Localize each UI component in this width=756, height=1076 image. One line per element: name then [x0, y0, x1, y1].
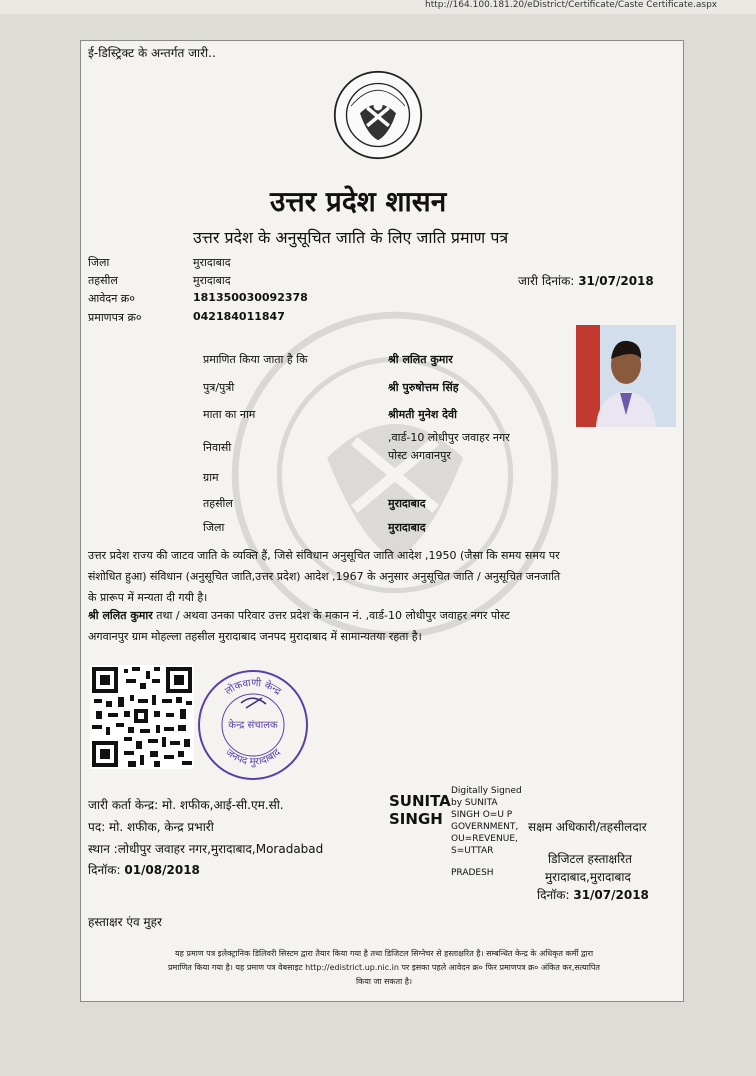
mother-name: श्रीमती मुनेश देवी — [388, 408, 457, 421]
digital-signer-last: SINGH — [389, 810, 443, 828]
person-name: श्री ललित कुमार — [388, 353, 453, 366]
issue-date-value: 31/07/2018 — [578, 274, 654, 288]
issue-date-label: जारी दिनांक: — [518, 274, 575, 288]
url-text: http://164.100.181.20/eDistrict/Certificate/Caste Certificate.aspx — [425, 0, 718, 10]
certificate-number: 042184011847 — [193, 310, 285, 323]
caste-paragraph-line-3: के प्रारूप में मन्यता दी गयी है। — [88, 591, 208, 604]
issue-date — [518, 272, 654, 289]
residence-paragraph — [88, 605, 678, 647]
application-number: 181350030092378 — [193, 291, 308, 304]
footer-line-2: प्रमाणित किया गया है। यह प्रमाण पत्र वेबसाइट http://edistrict.up.nic.in पर इसका पहले आवेदन क्र० फिर प्रमाणपत्र क्र० अंकित कर,सत्यापित — [168, 963, 600, 972]
footer-line-3: किया जा सकता है। — [355, 977, 413, 986]
dsig-line: OU=REVENUE, — [451, 834, 518, 844]
residence-paragraph-line-2: अगवानपुर ग्राम मोहल्ला तहसील मुरादाबाद जनपद मुरादाबाद में सामान्यतया रहता है। — [88, 630, 422, 643]
stamp-bottom-text: जनपद मुरादाबाद — [223, 747, 283, 768]
person-tehsil-value: मुरादाबाद — [388, 497, 426, 510]
village-label: ग्राम — [203, 471, 219, 484]
authority-date-label: दिनॉक: — [537, 888, 570, 902]
authority-title: सक्षम अधिकारी/तहसीलदार — [528, 820, 647, 834]
digital-signature-details — [451, 785, 522, 879]
district-label: जिला — [88, 256, 110, 269]
residence-person-name: श्री ललित कुमार — [88, 609, 153, 622]
tehsil-value: मुरादाबाद — [193, 274, 231, 287]
stamp-middle-text: केन्द्र संचालक — [228, 720, 278, 731]
svg-text:लोकवाणी केन्द्र — [223, 677, 283, 698]
certificate-subtitle: उत्तर प्रदेश के अनुसूचित जाति के लिए जाति प्रमाण पत्र — [193, 228, 509, 247]
page-title: उत्तर प्रदेश शासन — [270, 185, 447, 218]
dsig-line: SINGH O=U P — [451, 810, 513, 820]
issuer-date-value: 01/08/2018 — [124, 863, 200, 877]
svg-text:जनपद मुरादाबाद — [223, 747, 283, 768]
issuing-centre: जारी कर्ता केन्द्र: मो. शफीक,आई-सी.एम.सी. — [88, 798, 284, 812]
stamp-top-text: लोकवाणी केन्द्र — [223, 677, 283, 698]
caste-paragraph-line-2: संशोधित हुआ) संविधान (अनुसूचित जाति,उत्तर प्रदेश) आदेश ,1967 के अनुसार अनुसूचित जाति / अनुसूचित जनजाति — [88, 570, 561, 583]
issuer-place: स्थान :लोधीपुर जवाहर नगर,मुरादाबाद,Moradabad — [88, 842, 324, 856]
person-district-label: जिला — [203, 521, 225, 534]
residence-line-1-text: तथा / अथवा उनका परिवार उत्तर प्रदेश के मकान नं. ,वार्ड-10 लोधीपुर जवाहर नगर पोस्ट — [152, 609, 510, 622]
district-value: मुरादाबाद — [193, 256, 231, 269]
dsig-line: PRADESH — [451, 868, 494, 878]
mother-label: माता का नाम — [203, 408, 256, 421]
authority-date — [537, 886, 649, 903]
address-line-1: ,वार्ड-10 लोधीपुर जवाहर नगर — [388, 431, 510, 444]
dsig-line: by SUNITA — [451, 798, 498, 808]
person-tehsil-label: तहसील — [203, 497, 233, 510]
digital-signer-name — [389, 792, 451, 828]
certificate-label: प्रमाणपत्र क्र० — [88, 311, 142, 324]
application-label: आवेदन क्र० — [88, 292, 135, 305]
authority-date-value: 31/07/2018 — [573, 888, 649, 902]
footer-line-1: यह प्रमाण पत्र इलेक्ट्रानिक डिलिवरी सिस्टम द्वारा तैयार किया गया है तथा डिजिटल सिग्नेचर से हस्ताक्षरित है। सम्बन्धित केन्द्र के अधिकृत कर्मी द्वारा — [174, 949, 594, 958]
person-photo-icon — [576, 325, 676, 427]
person-district-value: मुरादाबाद — [388, 521, 426, 534]
caste-paragraph — [88, 545, 678, 608]
tehsil-label: तहसील — [88, 274, 118, 287]
dsig-line: Digitally Signed — [451, 786, 522, 796]
father-name: श्री पुरुषोत्तम सिंह — [388, 381, 459, 394]
authority-signed: डिजिटल हस्ताक्षरित — [548, 852, 632, 866]
resident-label: निवासी — [203, 441, 232, 454]
issued-under-text: ई-डिस्ट्रिक्ट के अन्तर्गत जारी.. — [88, 46, 216, 60]
residence-paragraph-line-1 — [88, 605, 678, 626]
qr-code[interactable] — [90, 665, 194, 769]
dsig-line: S=UTTAR — [451, 846, 494, 856]
signature-seal-label: हस्ताक्षर एंव मुहर — [88, 915, 162, 929]
caste-paragraph-line-1: उत्तर प्रदेश राज्य की जाटव जाति के व्यक्ति हैं, जिसे संविधान अनुसूचित जाति आदेश ,1950 (जैसा कि समय समय पर — [88, 549, 560, 562]
lokvani-stamp — [196, 668, 310, 782]
issuer-date-label: दिनॉक: — [88, 863, 121, 877]
issuer-date — [88, 861, 200, 878]
applicant-photo — [576, 325, 676, 427]
certified-label: प्रमाणित किया जाता है कि — [203, 353, 308, 366]
child-of-label: पुत्र/पुत्री — [203, 381, 235, 394]
authority-place: मुरादाबाद,मुरादाबाद — [545, 870, 631, 884]
footer-note — [98, 947, 670, 989]
digital-signer-first: SUNITA — [389, 792, 451, 810]
up-government-seal-icon — [333, 70, 423, 160]
issuer-post: पद: मो. शफीक, केन्द्र प्रभारी — [88, 820, 214, 834]
address-line-2: पोस्ट अगवानपुर — [388, 449, 451, 462]
dsig-line: GOVERNMENT, — [451, 822, 519, 832]
